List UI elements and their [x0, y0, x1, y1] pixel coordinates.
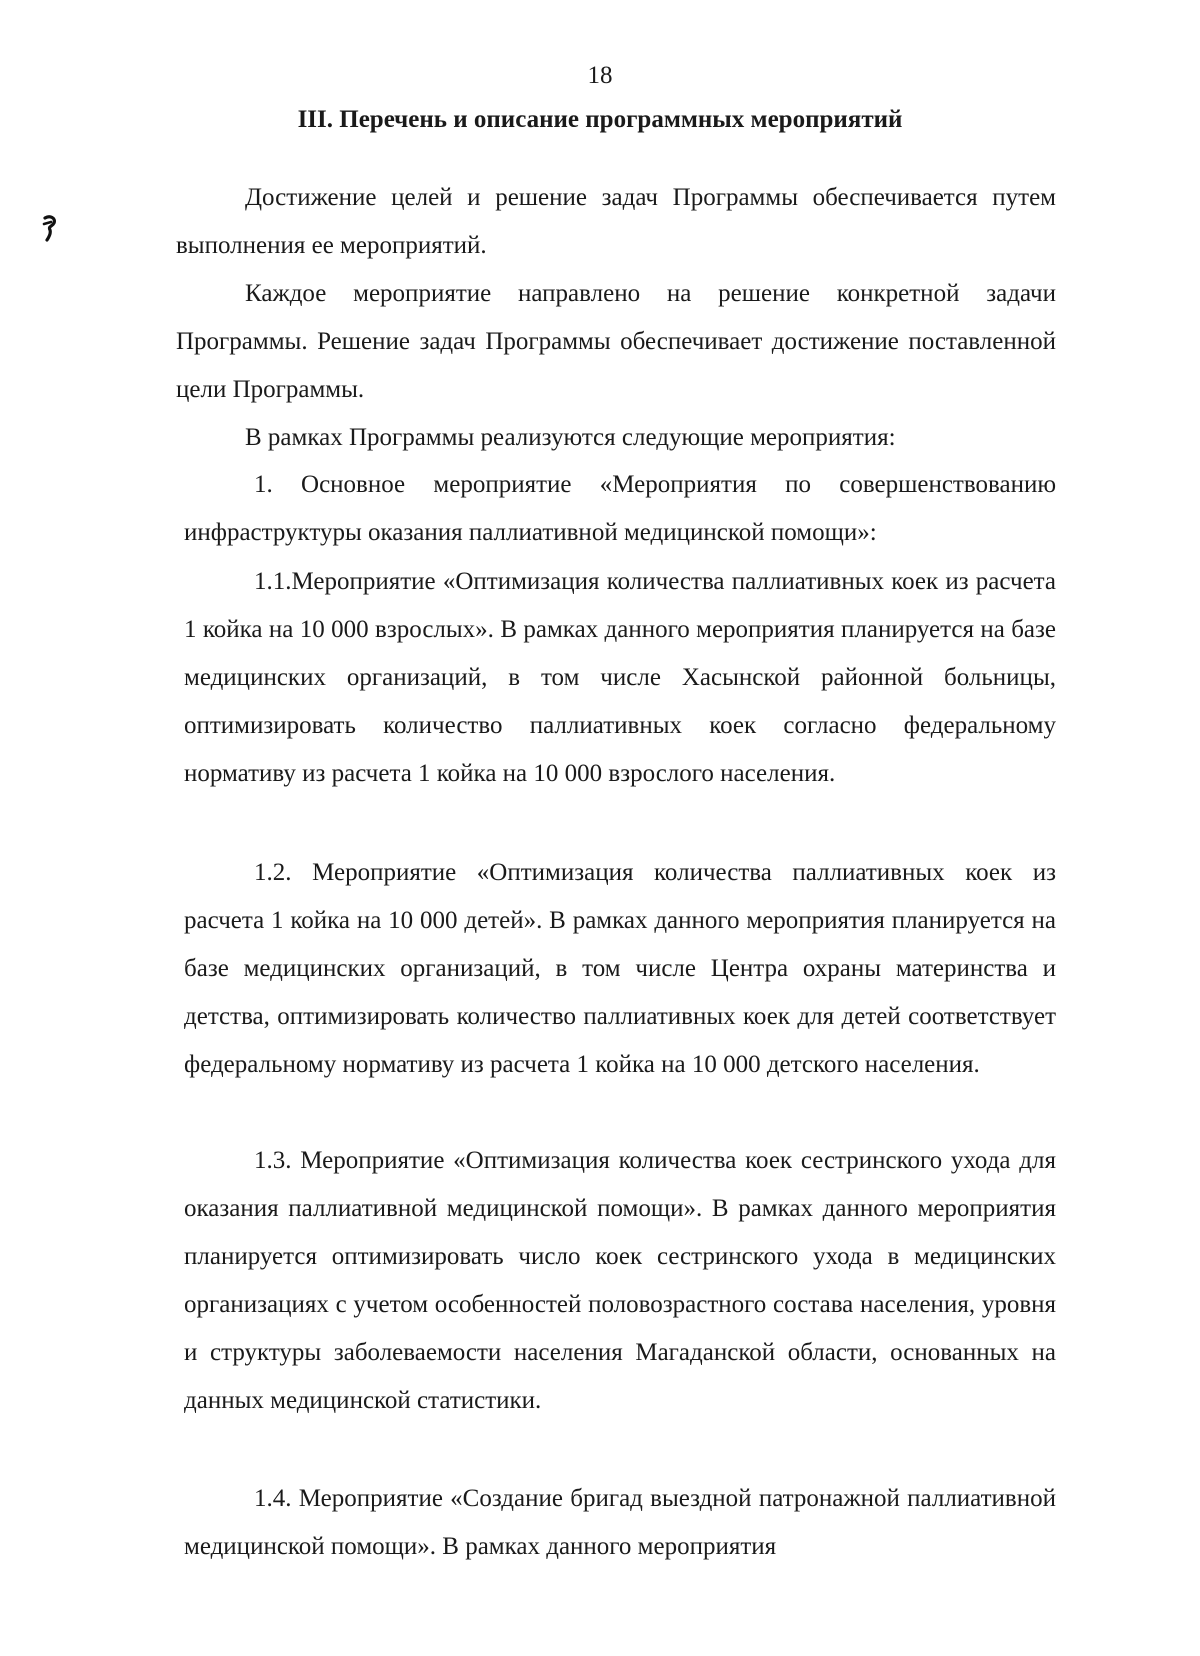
- margin-mark: [42, 214, 58, 242]
- paragraph-measure-1-2: 1.2. Мероприятие «Оптимизация количества паллиативных коек из расчета 1 койка на 10 000 детей». В рамках данного мероприятия планируется на базе медицинских организаций, в том числе Центра охраны материнства и детства, оптимизировать количество паллиативных коек для детей соответствует федеральному нормативу из расчета 1 койка на 10 000 детского населения.: [184, 859, 1056, 1078]
- paragraph-measures-list-intro: В рамках Программы реализуются следующие мероприятия:: [245, 424, 896, 451]
- paragraph-measure-1-1: 1.1.Мероприятие «Оптимизация количества паллиативных коек из расчета 1 койка на 10 000 взрослых». В рамках данного мероприятия планируется на базе медицинских организаций, в том числе Хасынской районной больницы, оптимизировать количество паллиативных коек согласно федеральному нормативу из расчета 1 койка на 10 000 взрослого населения.: [184, 568, 1056, 787]
- paragraph-each-measure: Каждое мероприятие направлено на решение конкретной задачи Программы. Решение задач Программы обеспечивает достижение поставленной цели Программы.: [176, 280, 1056, 403]
- paragraph-measure-1-3: 1.3. Мероприятие «Оптимизация количества коек сестринского ухода для оказания паллиативной медицинской помощи». В рамках данного мероприятия планируется оптимизировать число коек сестринского ухода в медицинских организациях с учетом особенностей половозрастного состава населения, уровня и структуры заболеваемости населения Магаданской области, основанных на данных медицинской статистики.: [184, 1147, 1056, 1414]
- paragraph-measure-1-4: 1.4. Мероприятие «Создание бригад выездной патронажной паллиативной медицинской помощи». В рамках данного мероприятия: [184, 1485, 1056, 1560]
- section-heading: III. Перечень и описание программных мероприятий: [297, 106, 903, 133]
- page-number: 18: [587, 62, 613, 89]
- paragraph-intro: Достижение целей и решение задач Программы обеспечивается путем выполнения ее мероприятий.: [176, 184, 1056, 259]
- paragraph-main-measure-1: 1. Основное мероприятие «Мероприятия по совершенствованию инфраструктуры оказания паллиативной медицинской помощи»:: [184, 471, 1056, 546]
